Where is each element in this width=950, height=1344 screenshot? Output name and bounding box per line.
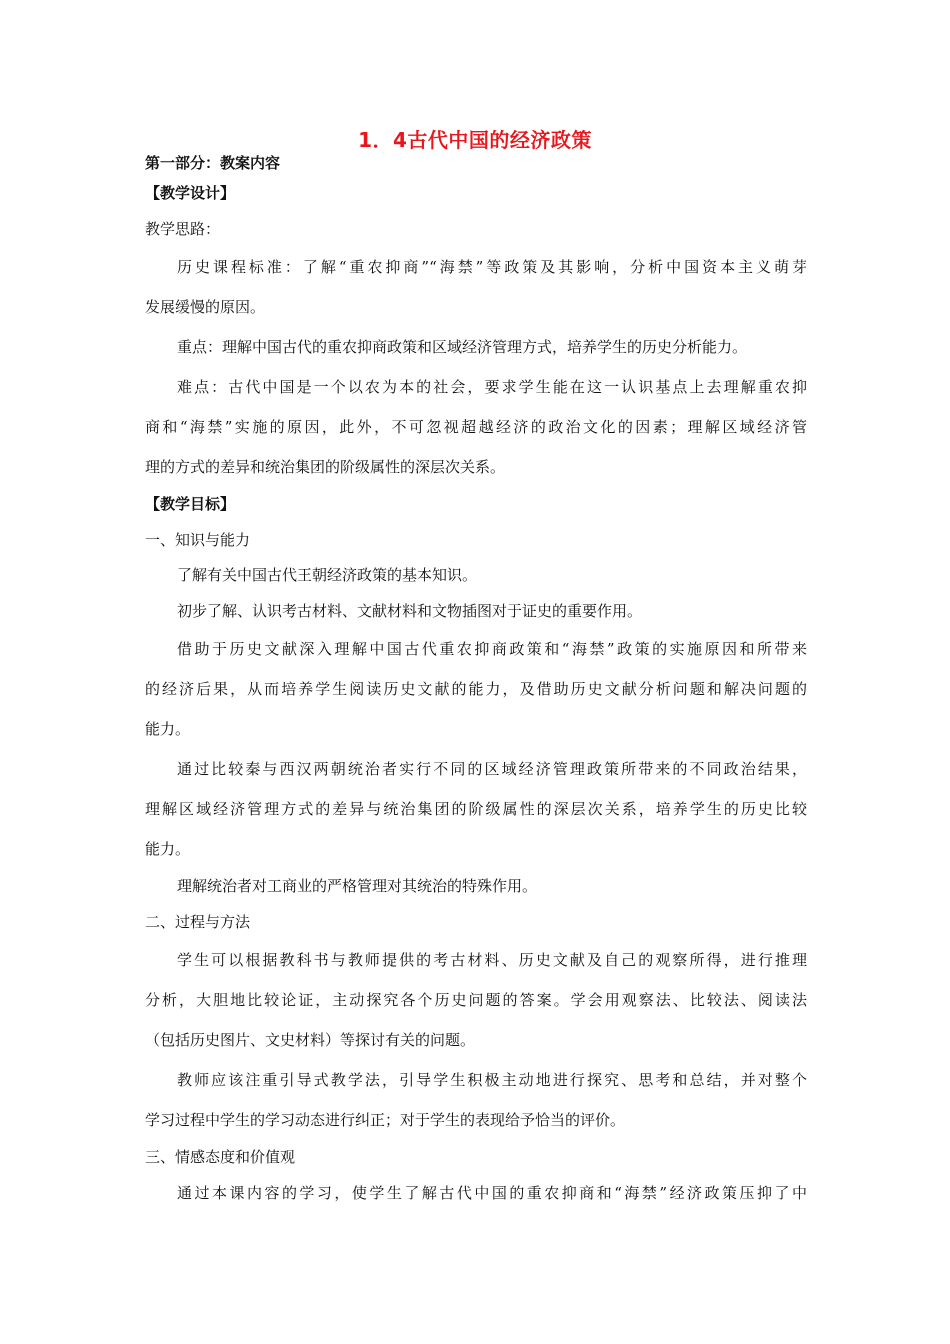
paragraph: 初步了解、认识考古材料、文献材料和文物插图对于证史的重要作用。 — [177, 601, 643, 620]
paragraph-line: 教师应该注重引导式教学法，引导学生积极主动地进行探究、思考和总结，并对整个 — [177, 1071, 807, 1089]
section-title: 二、过程与方法 — [145, 912, 251, 931]
paragraph-line: （包括历史图片、文史材料）等探讨有关的问题。 — [145, 1031, 476, 1049]
section-title: 三、情感态度和价值观 — [145, 1148, 296, 1166]
paragraph-line: 能力。 — [145, 840, 191, 858]
part-heading: 第一部分：教案内容 — [145, 154, 281, 172]
goals-heading: 【教学目标】 — [145, 495, 236, 513]
design-heading: 【教学设计】 — [145, 184, 236, 202]
paragraph-line: 难点：古代中国是一个以农为本的社会，要求学生能在这一认识基点上去理解重农抑 — [177, 378, 807, 396]
paragraph-line: 分析，大胆地比较论证，主动探究各个历史问题的答案。学会用观察法、比较法、阅读法 — [145, 991, 807, 1009]
paragraph: 理解统治者对工商业的严格管理对其统治的特殊作用。 — [177, 877, 538, 895]
paragraph-line: 学生可以根据教科书与教师提供的考古材料、历史文献及自己的观察所得，进行推理 — [177, 951, 807, 969]
paragraph: 了解有关中国古代王朝经济政策的基本知识。 — [177, 566, 478, 584]
document-title: 1．4古代中国的经济政策 — [358, 128, 592, 152]
paragraph-line: 商和“海禁”实施的原因，此外，不可忽视超越经济的政治文化的因素；理解区域经济管 — [145, 418, 807, 436]
paragraph-line: 的经济后果，从而培养学生阅读历史文献的能力，及借助历史文献分析问题和解决问题的 — [145, 680, 807, 698]
key-point-paragraph: 重点：理解中国古代的重农抑商政策和区域经济管理方式，培养学生的历史分析能力。 — [177, 338, 748, 356]
paragraph-line: 理的方式的差异和统治集团的阶级属性的深层次关系。 — [145, 458, 506, 476]
section-title: 一、知识与能力 — [145, 530, 251, 549]
thinking-label: 教学思路： — [145, 219, 221, 238]
paragraph-line: 通过本课内容的学习，使学生了解古代中国的重农抑商和“海禁”经济政策压抑了中 — [177, 1183, 807, 1202]
paragraph-line: 能力。 — [145, 720, 191, 738]
paragraph-line: 借助于历史文献深入理解中国古代重农抑商政策和“海禁”政策的实施原因和所带来 — [177, 640, 807, 658]
paragraph-line: 学习过程中学生的学习动态进行纠正；对于学生的表现给予恰当的评价。 — [145, 1111, 626, 1129]
paragraph-line: 发展缓慢的原因。 — [145, 298, 266, 316]
paragraph-line: 历史课程标准：了解“重农抑商”“海禁”等政策及其影响，分析中国资本主义萌芽 — [177, 258, 807, 276]
paragraph-line: 理解区域经济管理方式的差异与统治集团的阶级属性的深层次关系，培养学生的历史比较 — [145, 800, 807, 818]
paragraph-line: 通过比较秦与西汉两朝统治者实行不同的区域经济管理政策所带来的不同政治结果， — [177, 760, 807, 778]
document-body — [145, 150, 807, 1211]
